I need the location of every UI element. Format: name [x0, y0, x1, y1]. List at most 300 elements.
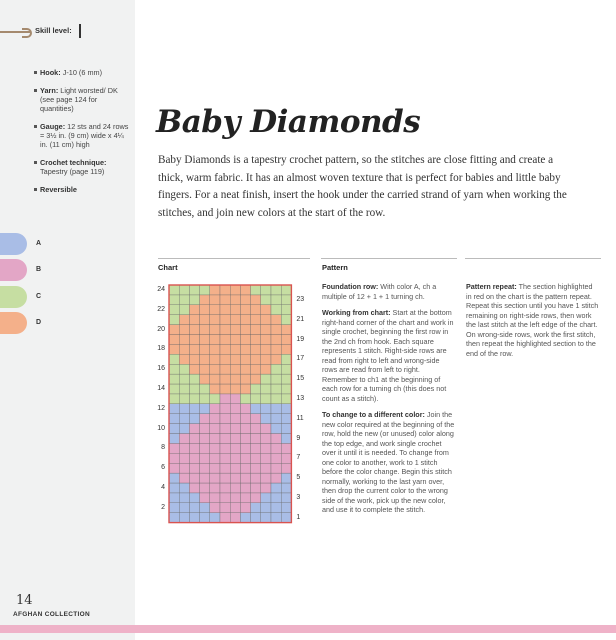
repeat-outline — [169, 285, 291, 523]
chart-cell — [220, 414, 230, 424]
repeat-text: The section highlighted in red on the chart is the pattern repeat. Repeat this section until you have 1 stitch remaining on right-side rows, then work the last stitch at the left edge of the chart. On wrong-side rows, work the first stitch, then repeat the highlighted section to the end of the row. — [466, 282, 599, 358]
chart-cell — [200, 344, 210, 354]
chart-cell — [220, 513, 230, 523]
chart-cell — [230, 473, 240, 483]
chart-cell — [220, 285, 230, 295]
chart-cell — [210, 325, 220, 335]
chart-cell — [189, 414, 199, 424]
chart-cell — [271, 295, 281, 305]
chart-cell — [261, 404, 271, 414]
chart-cell — [251, 344, 261, 354]
chart-cell — [261, 463, 271, 473]
chart-cell — [230, 325, 240, 335]
color-swatch-d — [0, 312, 27, 334]
chart-cell — [169, 493, 179, 503]
chart-cell — [261, 424, 271, 434]
chart-cell — [189, 305, 199, 315]
chart-cell — [189, 513, 199, 523]
chart-cell — [210, 473, 220, 483]
spec-yarn — [34, 86, 129, 113]
pattern-column-2 — [466, 282, 600, 365]
chart-cell — [179, 325, 189, 335]
chart-cell — [169, 463, 179, 473]
color-label-b: B — [36, 266, 42, 273]
chart-cell — [230, 335, 240, 345]
chart-cell — [220, 503, 230, 513]
bullet-icon — [34, 71, 37, 74]
chart-cell — [271, 434, 281, 444]
chart-cell — [261, 325, 271, 335]
bullet-icon — [34, 188, 37, 191]
chart-cell — [200, 434, 210, 444]
chart-cell — [200, 443, 210, 453]
chart-cell — [261, 493, 271, 503]
chart-cell — [281, 335, 291, 345]
chart-cell — [179, 453, 189, 463]
pattern-rule-1 — [321, 258, 457, 259]
chart-cell — [240, 354, 250, 364]
repeat-label: Pattern repeat: — [466, 282, 517, 291]
spec-label: Gauge: — [40, 122, 66, 131]
chart-cell — [179, 315, 189, 325]
chart-cell — [261, 364, 271, 374]
chart-cell — [169, 325, 179, 335]
chart-cell — [281, 315, 291, 325]
chart-cell — [200, 325, 210, 335]
chart-cell — [179, 434, 189, 444]
chart-cell — [271, 335, 281, 345]
working-chart-text — [322, 308, 456, 403]
chart-cell — [189, 503, 199, 513]
chart-cell — [251, 493, 261, 503]
row-label-right: 17 — [296, 355, 305, 363]
chart-cell — [210, 414, 220, 424]
chart-cell — [240, 424, 250, 434]
skill-level-label: Skill level: — [35, 26, 72, 35]
chart-cell — [230, 394, 240, 404]
chart-cell — [240, 384, 250, 394]
chart-cell — [220, 315, 230, 325]
working-label: Working from chart: — [322, 308, 391, 317]
chart-cell — [281, 443, 291, 453]
chart-cell — [189, 325, 199, 335]
change-text: Join the new color required at the beginning of the row, hold the new (or unused) color along the top edge, and work single crochet over it until it is needed. To change from one color to another, work to 1 stitch before the color change. Begin this stitch normally, working to the last yarn over, then drop the current color to the wrong side of the work, pick up the new color, and use it to complete the stitch. — [322, 410, 455, 514]
chart-cell — [189, 315, 199, 325]
chart-cell — [189, 473, 199, 483]
chart-cell — [261, 513, 271, 523]
chart-cell — [251, 295, 261, 305]
row-label-left: 6 — [161, 464, 165, 472]
color-swatch-b — [0, 259, 27, 281]
spec-value: 12 sts and 24 rows = 3½ in. (9 cm) wide x 4¼ in. (11 cm) high — [40, 122, 129, 149]
chart-cell — [220, 493, 230, 503]
row-label-right: 9 — [296, 434, 301, 442]
chart-cell — [210, 483, 220, 493]
chart-cell — [179, 354, 189, 364]
spec-value: Tapestry (page 119) — [40, 167, 105, 176]
chart-cell — [169, 335, 179, 345]
chart-cell — [210, 394, 220, 404]
chart-cell — [210, 503, 220, 513]
chart-cell — [281, 344, 291, 354]
chart-cell — [251, 305, 261, 315]
skill-level — [0, 22, 130, 42]
chart-cell — [240, 335, 250, 345]
chart-cell — [220, 295, 230, 305]
chart-cell — [200, 315, 210, 325]
pattern-column-1 — [322, 282, 456, 522]
chart-cell — [200, 503, 210, 513]
chart-cell — [261, 354, 271, 364]
chart-cell — [200, 404, 210, 414]
chart-cell — [230, 434, 240, 444]
working-text: Start at the bottom right-hand corner of the chart and work in single crochet, beginning the first row in the 2nd ch from hook. Each square represents 1 stitch. Right-side rows are read from right to left and wrong-side rows are read from left to right. Remember to ch1 at the beginning of each row for a turning ch (this does not count as a stitch). — [322, 308, 454, 403]
chart-cell — [271, 354, 281, 364]
pattern-repeat-text — [466, 282, 600, 358]
chart-cell — [251, 453, 261, 463]
chart-cell — [210, 463, 220, 473]
chart-cell — [220, 463, 230, 473]
chart-cell — [281, 384, 291, 394]
chart-cell — [169, 364, 179, 374]
row-label-left: 16 — [157, 365, 165, 373]
chart-cell — [189, 463, 199, 473]
spec-label: Crochet technique: — [40, 158, 107, 167]
chart-cell — [169, 315, 179, 325]
chart-cell — [240, 305, 250, 315]
chart-cell — [230, 315, 240, 325]
chart-cell — [271, 503, 281, 513]
chart-cell — [281, 503, 291, 513]
change-label: To change to a different color: — [322, 410, 425, 419]
chart-cell — [200, 424, 210, 434]
chart-cell — [220, 394, 230, 404]
chart-cell — [251, 325, 261, 335]
chart-cell — [251, 335, 261, 345]
row-label-left: 8 — [161, 444, 165, 452]
chart-cell — [189, 404, 199, 414]
chart-cell — [281, 463, 291, 473]
chart-cell — [281, 493, 291, 503]
chart-cell — [169, 434, 179, 444]
chart-cell — [240, 315, 250, 325]
chart-cell — [230, 354, 240, 364]
chart-cell — [200, 335, 210, 345]
chart-cell — [261, 295, 271, 305]
chart-cell — [240, 374, 250, 384]
chart-cell — [271, 305, 281, 315]
chart-cell — [240, 394, 250, 404]
chart-cell — [179, 414, 189, 424]
chart-cell — [179, 335, 189, 345]
chart-cell — [220, 374, 230, 384]
chart-cell — [251, 354, 261, 364]
chart-cell — [251, 473, 261, 483]
chart-cell — [200, 483, 210, 493]
chart-cell — [200, 305, 210, 315]
chart-cell — [200, 493, 210, 503]
chart-cell — [271, 325, 281, 335]
spec-label: Reversible — [40, 185, 77, 194]
row-label-left: 18 — [157, 345, 165, 353]
chart-cell — [230, 453, 240, 463]
chart-cell — [189, 483, 199, 493]
chart-cell — [230, 404, 240, 414]
row-label-left: 22 — [157, 305, 165, 313]
color-label-a: A — [36, 240, 42, 247]
chart-cell — [210, 315, 220, 325]
foundation-row-text — [322, 282, 456, 301]
chart-cell — [189, 374, 199, 384]
color-swatch-c — [0, 286, 27, 308]
chart-cell — [251, 384, 261, 394]
spec-technique — [34, 158, 129, 176]
chart-cell — [230, 513, 240, 523]
row-label-right: 5 — [296, 474, 301, 482]
chart-cell — [261, 344, 271, 354]
chart-cell — [281, 473, 291, 483]
chart-cell — [210, 443, 220, 453]
chart-cell — [281, 424, 291, 434]
chart-cell — [281, 483, 291, 493]
chart-cell — [200, 463, 210, 473]
chart-cell — [251, 404, 261, 414]
chart-cell — [251, 394, 261, 404]
chart-cell — [261, 305, 271, 315]
chart-cell — [220, 434, 230, 444]
chart-cell — [189, 443, 199, 453]
chart-cell — [179, 305, 189, 315]
chart-cell — [261, 335, 271, 345]
chart-cell — [271, 315, 281, 325]
bullet-icon — [34, 89, 37, 92]
chart-cell — [179, 295, 189, 305]
section-name: AFGHAN COLLECTION — [13, 611, 90, 618]
chart-cell — [240, 414, 250, 424]
chart-cell — [220, 483, 230, 493]
chart-cell — [200, 513, 210, 523]
color-swatch-a — [0, 233, 27, 255]
chart-cell — [200, 394, 210, 404]
row-label-right: 7 — [296, 454, 301, 462]
chart-cell — [169, 424, 179, 434]
chart-cell — [210, 344, 220, 354]
chart-cell — [179, 424, 189, 434]
chart-cell — [281, 364, 291, 374]
chart-cell — [271, 513, 281, 523]
row-label-left: 12 — [157, 404, 165, 412]
chart-cell — [281, 285, 291, 295]
chart-cell — [281, 394, 291, 404]
chart-cell — [240, 503, 250, 513]
crochet-hook-tip-icon — [22, 28, 32, 38]
chart-cell — [220, 424, 230, 434]
chart-cell — [281, 325, 291, 335]
spec-reversible — [34, 185, 129, 194]
chart-cell — [271, 483, 281, 493]
chart-cell — [169, 374, 179, 384]
chart-cell — [240, 364, 250, 374]
chart-cell — [281, 434, 291, 444]
chart-cell — [189, 335, 199, 345]
chart-cell — [169, 414, 179, 424]
chart-cell — [220, 344, 230, 354]
chart-cell — [210, 453, 220, 463]
chart-cell — [189, 384, 199, 394]
row-label-left: 14 — [157, 385, 165, 392]
foundation-label: Foundation row: — [322, 282, 379, 291]
chart-cell — [169, 305, 179, 315]
chart-cell — [230, 483, 240, 493]
chart-cell — [220, 404, 230, 414]
chart-cell — [281, 374, 291, 384]
chart-cell — [210, 354, 220, 364]
skill-level-bar — [79, 24, 81, 38]
row-label-left: 10 — [157, 424, 165, 432]
row-label-left: 4 — [161, 484, 165, 491]
chart-cell — [261, 374, 271, 384]
chart-cell — [271, 424, 281, 434]
color-label-c: C — [36, 293, 42, 300]
chart-cell — [271, 414, 281, 424]
chart-cell — [271, 344, 281, 354]
color-label-d: D — [36, 319, 42, 326]
chart-cell — [179, 493, 189, 503]
chart-cell — [261, 285, 271, 295]
chart-cell — [189, 285, 199, 295]
chart-cell — [271, 384, 281, 394]
chart-cell — [179, 473, 189, 483]
chart-cell — [271, 374, 281, 384]
chart-cell — [220, 364, 230, 374]
chart-cell — [210, 434, 220, 444]
chart-cell — [251, 285, 261, 295]
chart-cell — [169, 344, 179, 354]
row-label-right: 19 — [296, 335, 305, 343]
page-number: 14 — [16, 593, 33, 608]
chart-cell — [271, 364, 281, 374]
chart-cell — [251, 503, 261, 513]
chart-cell — [251, 463, 261, 473]
spec-gauge — [34, 122, 129, 149]
row-label-right: 23 — [296, 295, 305, 303]
chart-cell — [251, 443, 261, 453]
chart-cell — [271, 453, 281, 463]
chart-cell — [230, 384, 240, 394]
row-label-right: 13 — [296, 394, 305, 402]
bullet-icon — [34, 161, 37, 164]
foundation-text: With color A, ch a multiple of 12 + 1 + 1 turning ch. — [322, 282, 437, 301]
chart-cell — [210, 295, 220, 305]
chart-cell — [251, 315, 261, 325]
chart-cell — [179, 404, 189, 414]
spec-label: Hook: — [40, 68, 61, 77]
chart-cell — [230, 295, 240, 305]
spec-value: Light worsted/ DK (see page 124 for quantities) — [40, 86, 118, 113]
chart-cell — [179, 384, 189, 394]
chart-cell — [189, 424, 199, 434]
row-label-left: 2 — [161, 503, 165, 511]
chart-cell — [271, 493, 281, 503]
chart-cell — [200, 473, 210, 483]
chart-cell — [251, 414, 261, 424]
chart-cell — [210, 335, 220, 345]
row-label-left: 24 — [157, 286, 165, 293]
chart-cell — [169, 453, 179, 463]
chart-cell — [271, 463, 281, 473]
chart-heading: Chart — [158, 263, 178, 272]
row-label-right: 15 — [296, 375, 305, 383]
row-label-right: 3 — [296, 493, 301, 501]
chart-cell — [261, 473, 271, 483]
chart-cell — [179, 513, 189, 523]
chart-cell — [251, 483, 261, 493]
chart-cell — [169, 473, 179, 483]
chart-cell — [189, 364, 199, 374]
chart-cell — [179, 463, 189, 473]
chart-cell — [169, 443, 179, 453]
chart-cell — [220, 443, 230, 453]
pattern-heading: Pattern — [322, 263, 348, 272]
chart-cell — [281, 404, 291, 414]
chart-cell — [230, 443, 240, 453]
chart-cell — [179, 364, 189, 374]
chart-cell — [169, 483, 179, 493]
bottom-stripe — [0, 625, 616, 633]
chart-cell — [220, 473, 230, 483]
chart-cell — [210, 374, 220, 384]
chart-cell — [220, 384, 230, 394]
chart-cell — [220, 325, 230, 335]
chart-cell — [240, 404, 250, 414]
chart-cell — [230, 463, 240, 473]
chart-cell — [240, 493, 250, 503]
chart-cell — [281, 305, 291, 315]
chart-cell — [240, 344, 250, 354]
chart-cell — [210, 424, 220, 434]
chart-cell — [179, 394, 189, 404]
chart-cell — [271, 473, 281, 483]
chart-cell — [200, 414, 210, 424]
specs-list — [34, 68, 129, 203]
chart-cell — [230, 424, 240, 434]
chart-cell — [200, 295, 210, 305]
chart-cell — [189, 295, 199, 305]
chart-cell — [230, 285, 240, 295]
chart-cell — [200, 285, 210, 295]
row-label-left: 20 — [157, 325, 165, 333]
chart-cell — [210, 513, 220, 523]
chart-cell — [200, 374, 210, 384]
chart-cell — [230, 414, 240, 424]
chart-cell — [251, 434, 261, 444]
chart-cell — [261, 394, 271, 404]
chart-cell — [240, 483, 250, 493]
bullet-icon — [34, 125, 37, 128]
chart-cell — [189, 354, 199, 364]
chart-cell — [230, 305, 240, 315]
chart-cell — [251, 364, 261, 374]
chart-cell — [169, 404, 179, 414]
chart-cell — [251, 374, 261, 384]
chart-cell — [210, 493, 220, 503]
chart-cell — [240, 295, 250, 305]
chart-cell — [220, 453, 230, 463]
row-label-right: 21 — [296, 315, 305, 323]
chart-cell — [200, 384, 210, 394]
chart-cell — [261, 414, 271, 424]
chart-cell — [210, 404, 220, 414]
